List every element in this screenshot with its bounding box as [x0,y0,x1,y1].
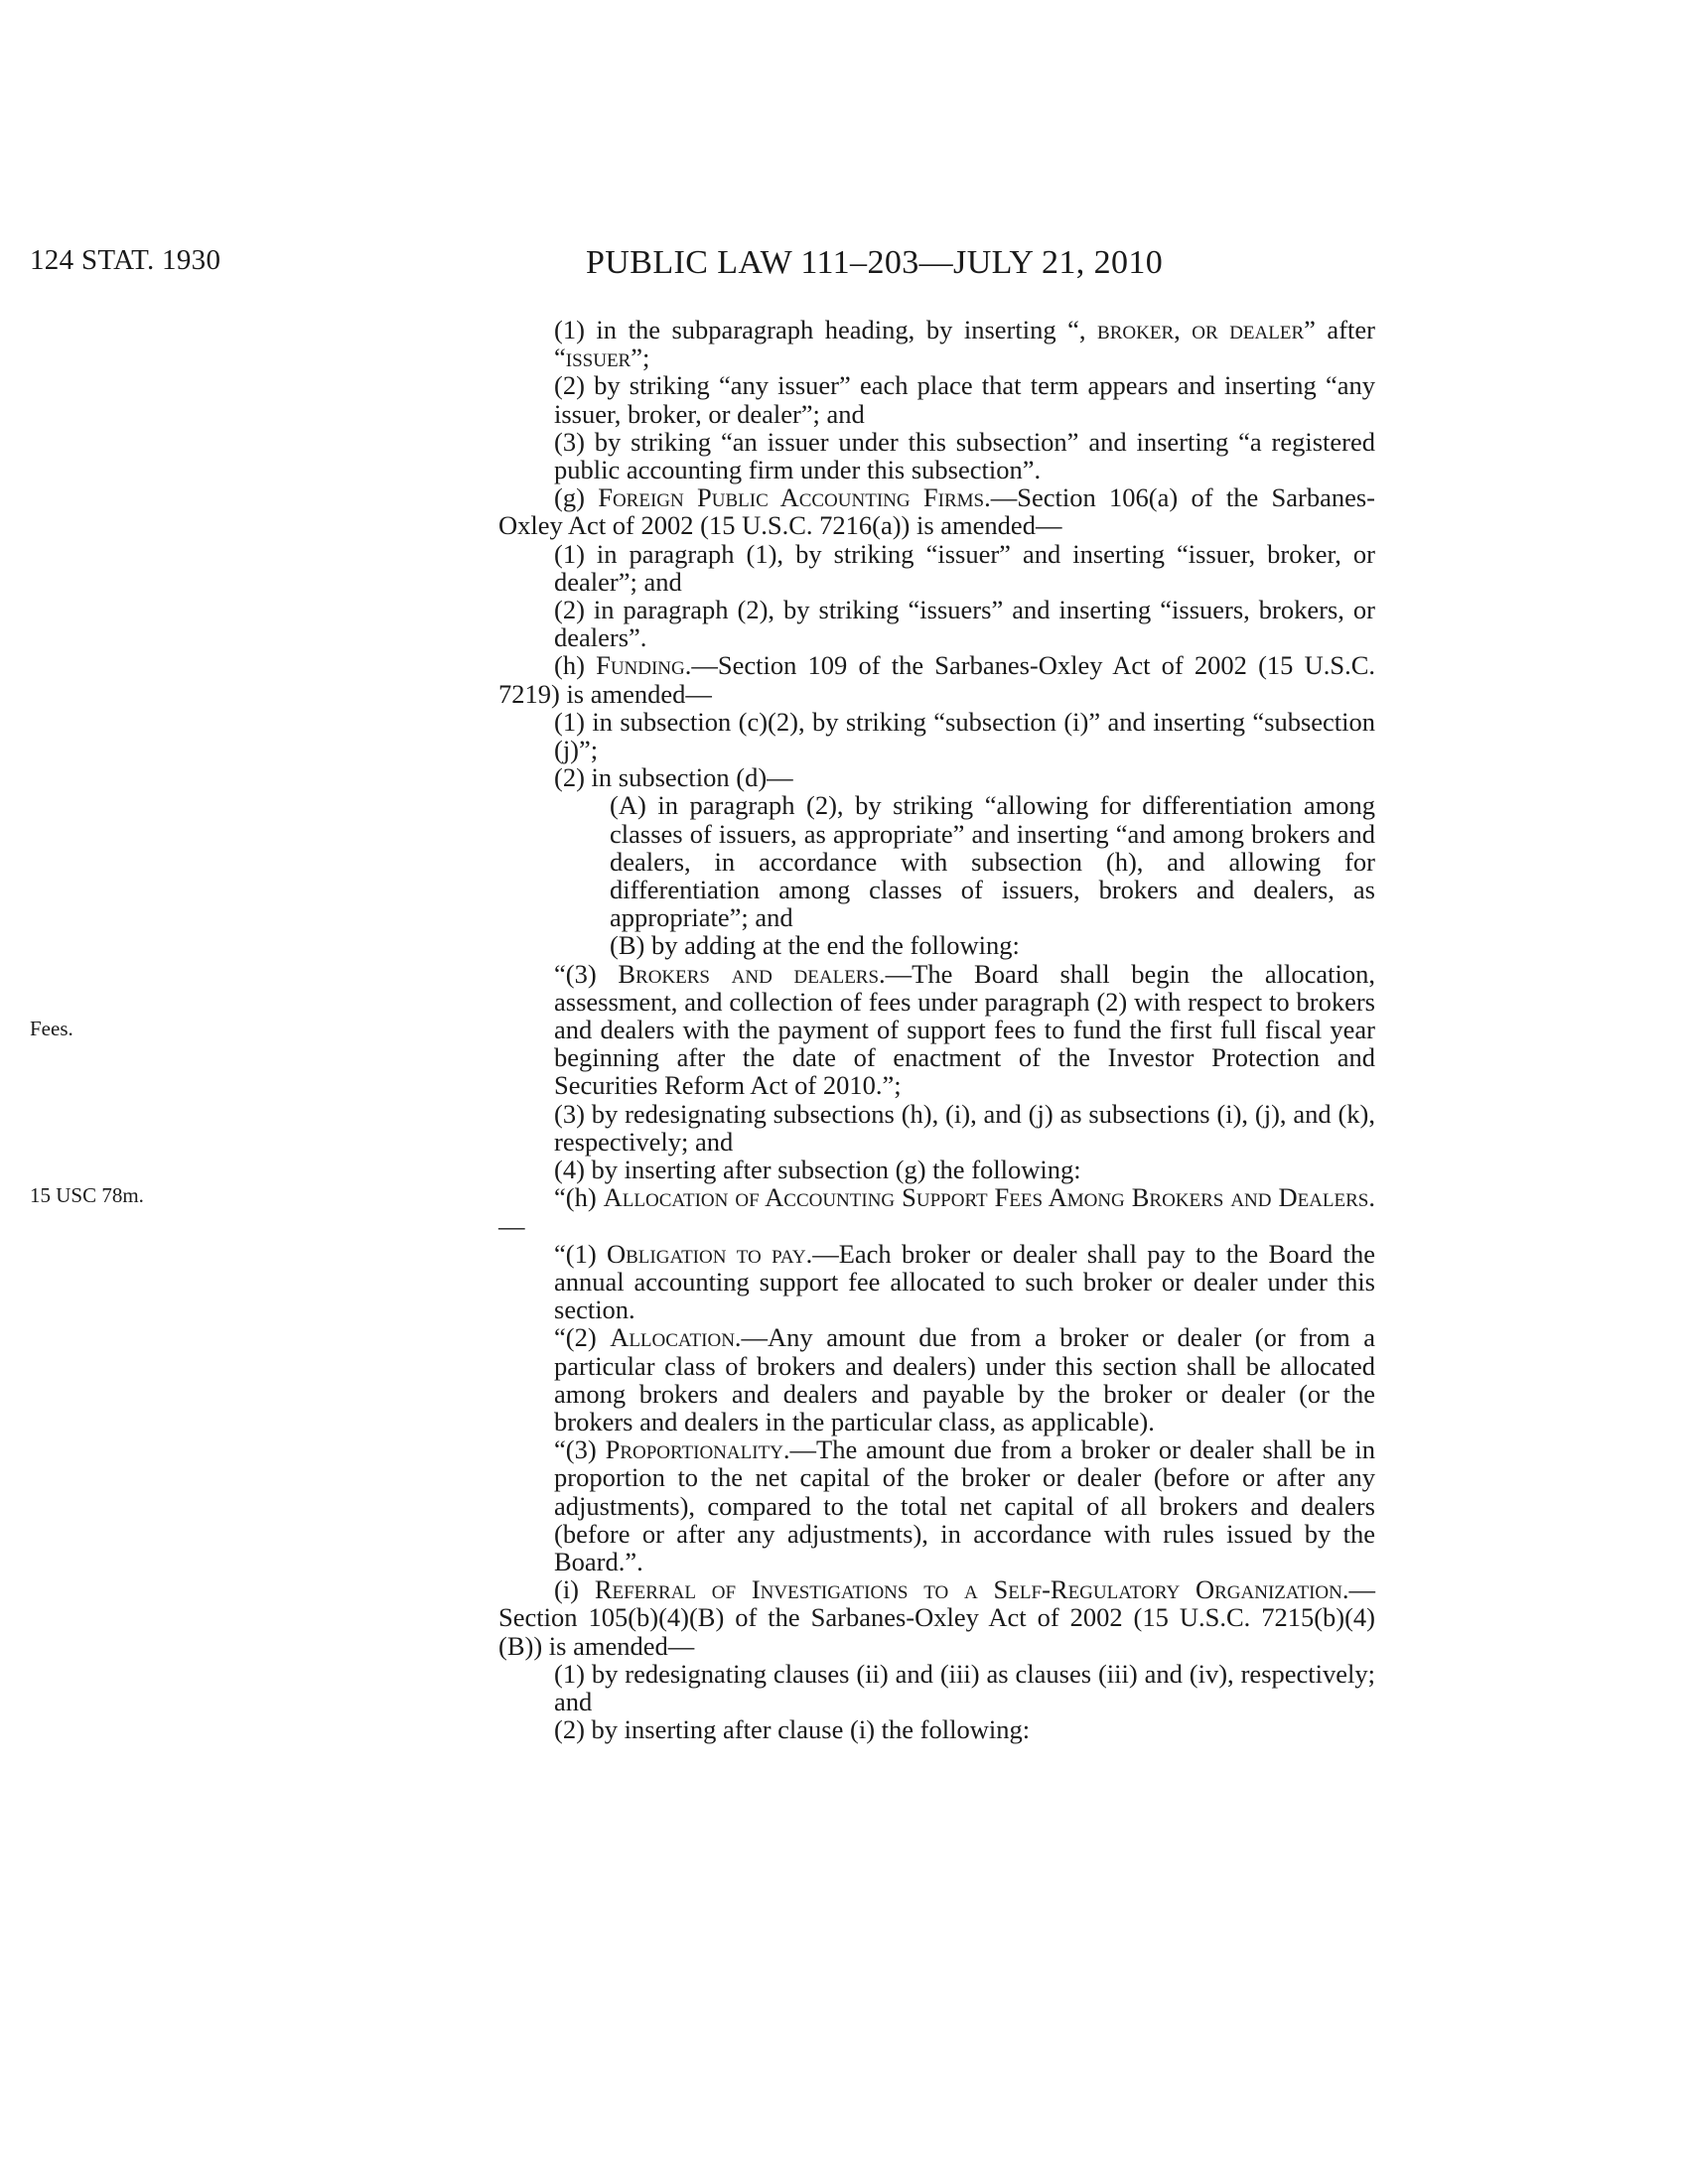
paragraph-text: “(2) [554,1322,611,1353]
paragraph [498,596,1375,651]
paragraph-text: (3) by redesignating subsections (h), (i), and (j) as subsections (i), (j), and (k), respectively; and [554,1098,1375,1157]
heading-text: Brokers and dealers [618,958,880,989]
heading-text: Allocation [610,1322,735,1353]
paragraph [498,1575,1375,1660]
paragraph [498,708,1375,763]
paragraph [498,960,1375,1100]
paragraph-text: .—Each broker or dealer shall pay to the Board the annual accounting support fee allocated to such broker or dealer under this section. [554,1238,1375,1325]
paragraph [498,483,1375,539]
paragraph-text: (A) in paragraph (2), by striking “allowing for differentiation among classes of issuers, as appropriate” and inserting “and among brokers and dealers, in accordance with subsection (h), and allowing for differentiation among classes of issuers, brokers and dealers, as appropriate”; and [610,790,1375,933]
paragraph [498,428,1375,483]
document-body [498,316,1375,1743]
law-title: PUBLIC LAW 111–203—JULY 21, 2010 [586,244,1164,281]
paragraph [498,1435,1375,1575]
paragraph [498,1660,1375,1715]
paragraph-text: (B) by adding at the end the following: [610,930,1020,961]
paragraph-text: .—The amount due from a broker or dealer shall be in proportion to the net capital of the broker or dealer (before or after any adjustments), compared to the total net capital of all brokers and dealers (before or after any adjustments), in accordance with rules issued by the Board.”. [554,1434,1375,1576]
paragraph-text: “(3) [554,958,619,989]
margin-note-usc: 15 USC 78m. [30,1183,144,1207]
paragraph-text: (i) [554,1574,595,1605]
paragraph-text: (1) in the subparagraph heading, by inserting “, [554,315,1098,344]
page-header [30,244,1365,284]
paragraph-text: .—The Board shall begin the allocation, assessment, and collection of fees under paragraph (2) with respect to brokers and dealers with the payment of support fees to fund the first full fiscal year beginning after the date of enactment of the Investor Protection and Securities Reform Act of 2010.”; [554,958,1375,1101]
heading-text: Referral of Investigations to a Self-Regulatory Organization [594,1574,1342,1605]
paragraph-text: (h) [554,650,597,681]
paragraph-text: (2) by inserting after clause (i) the following: [554,1714,1031,1745]
heading-text: Funding [596,650,685,681]
paragraph-text: .—Section 106(a) of the Sarbanes-Oxley Act of 2002 (15 U.S.C. 7216(a)) is amended— [498,482,1375,541]
paragraph [498,1240,1375,1324]
paragraph-text: (2) in paragraph (2), by striking “issuers” and inserting “issuers, brokers, or dealers”. [554,595,1375,653]
paragraph [498,1156,1375,1183]
paragraph-text: (1) by redesignating clauses (ii) and (iii) as clauses (iii) and (iv), respectively; and [554,1658,1375,1716]
paragraph [498,540,1375,596]
heading-text: Obligation to pay [606,1238,806,1269]
paragraph-text: .—Any amount due from a broker or dealer (or from a particular class of brokers and dealers) under this section shall be allocated among brokers and dealers and payable by the broker or dealer (or the brokers and dealers in the particular class, as applicable). [554,1322,1375,1436]
paragraph-text: (g) [554,482,599,513]
paragraph [498,1715,1375,1743]
heading-text: broker, or dealer [1097,315,1305,344]
heading-text: issuer [565,342,632,373]
paragraph-text: ” after “ [554,315,1375,373]
paragraph [498,371,1375,427]
heading-text: Foreign Public Accounting Firms [598,482,985,513]
paragraph-text: (4) by inserting after subsection (g) the following: [554,1155,1081,1185]
paragraph [498,651,1375,707]
paragraph [498,316,1375,371]
paragraph [498,1323,1375,1435]
margin-note-fees: Fees. [30,1017,73,1040]
paragraph-text: (1) in subsection (c)(2), by striking “subsection (i)” and inserting “subsection (j)”; [554,706,1375,765]
heading-text: Proportionality [605,1434,783,1465]
paragraph-text: “(h) [554,1182,604,1213]
heading-text: Allocation of Accounting Support Fees Among Brokers and Dealers [603,1182,1369,1213]
paragraph-text: .—Section 105(b)(4)(B) of the Sarbanes-Oxley Act of 2002 (15 U.S.C. 7215(b)(4)(B)) is amended— [498,1574,1375,1661]
paragraph-text: .— [498,1182,1376,1241]
paragraph-text: (2) in subsection (d)— [554,762,793,793]
paragraph-text: (2) by striking “any issuer” each place that term appears and inserting “any issuer, broker, or dealer”; and [554,370,1375,429]
paragraph [498,763,1375,791]
paragraph [498,1100,1375,1156]
paragraph [498,1183,1375,1239]
stat-reference: 124 STAT. 1930 [30,244,221,276]
paragraph-text: (3) by striking “an issuer under this subsection” and inserting “a registered public accounting firm under this subsection”. [554,426,1375,485]
paragraph-text: “(1) [554,1238,607,1269]
paragraph-text: (1) in paragraph (1), by striking “issuer” and inserting “issuer, broker, or dealer”; and [554,538,1375,597]
paragraph-text: ”; [631,342,650,373]
paragraph-text: “(3) [554,1434,606,1465]
paragraph [498,791,1375,931]
paragraph [498,931,1375,959]
paragraph-text: .—Section 109 of the Sarbanes-Oxley Act of 2002 (15 U.S.C. 7219) is amended— [498,650,1375,709]
